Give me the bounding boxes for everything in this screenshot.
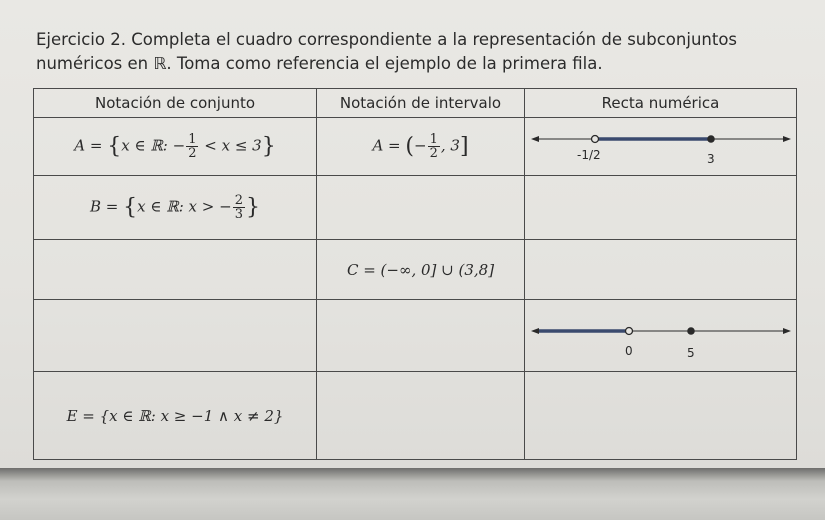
fraction-one-half: $\frac{1}{2}$	[429, 132, 438, 161]
instruction-line-2: numéricos en ℝ. Toma como referencia el ejemplo de la primera fila.	[36, 54, 603, 73]
fraction-one-half: $\frac{1}{2}$	[188, 132, 197, 161]
arrow-left-icon	[531, 136, 539, 142]
cell-b-interval-blank	[317, 176, 525, 240]
nl-d-label-left: 0	[625, 343, 633, 358]
number-line-a	[525, 119, 797, 175]
header-row	[34, 89, 797, 118]
set-a-lhs: A =	[74, 136, 108, 155]
header-set-notation: Notación de conjunto	[34, 89, 317, 118]
arrow-right-icon	[783, 328, 791, 334]
brace-open: {	[107, 134, 122, 159]
brace-close: }	[261, 134, 276, 159]
instruction-line-1: Ejercicio 2. Completa el cuadro correspondiente a la representación de subconjuntos	[36, 30, 738, 49]
brace-open: {	[123, 195, 138, 220]
row-b	[34, 176, 797, 240]
interval-a-bound: , 3	[440, 136, 460, 155]
open-point-icon	[626, 327, 633, 334]
closed-point-icon	[687, 327, 695, 335]
arrow-right-icon	[783, 136, 791, 142]
row-d	[34, 300, 797, 372]
bracket-close: ]	[459, 134, 469, 159]
row-a	[34, 118, 797, 176]
page-edge-shadow	[0, 468, 825, 520]
cell-d-set-blank	[34, 300, 317, 372]
cell-d-interval-blank	[317, 300, 525, 372]
cell-a-interval	[317, 118, 525, 176]
cell-c-number-line-blank	[525, 240, 797, 300]
fraction-two-thirds: $\frac{2}{3}$	[234, 193, 243, 222]
cell-a-set	[34, 118, 317, 176]
header-interval-notation: Notación de intervalo	[317, 89, 525, 118]
arrow-left-icon	[531, 328, 539, 334]
paren-open: (	[405, 134, 414, 159]
row-e	[34, 372, 797, 460]
cell-a-number-line	[525, 118, 797, 176]
interval-a-lhs: A =	[372, 136, 406, 155]
interval-notation-c: C = (−∞, 0] ∪ (3,8]	[346, 260, 495, 279]
nl-a-label-left: -1/2	[577, 147, 601, 162]
interval-notation-a	[317, 133, 524, 160]
set-notation-a	[34, 133, 316, 160]
set-b-condition: x ∈ ℝ: x > −	[137, 197, 232, 216]
open-point-icon	[592, 135, 599, 142]
cell-b-number-line-blank	[525, 176, 797, 240]
set-a-condition: x ∈ ℝ: −	[121, 136, 186, 155]
set-a-bound: < x ≤ 3	[199, 136, 262, 155]
cell-e-interval-blank	[317, 372, 525, 460]
cell-e-number-line-blank	[525, 372, 797, 460]
cell-d-number-line	[525, 300, 797, 372]
brace-close: }	[245, 195, 260, 220]
cell-c-set-blank	[34, 240, 317, 300]
set-notation-b	[34, 194, 316, 221]
exercise-instruction	[36, 28, 806, 76]
minus-sign: −	[413, 136, 427, 155]
cell-b-set	[34, 176, 317, 240]
header-number-line: Recta numérica	[525, 89, 797, 118]
set-notation-e: E = {x ∈ ℝ: x ≥ −1 ∧ x ≠ 2}	[66, 406, 284, 425]
number-line-d	[525, 301, 797, 371]
cell-c-interval	[317, 240, 525, 300]
subsets-table	[33, 88, 797, 460]
set-b-lhs: B =	[90, 197, 124, 216]
closed-point-icon	[707, 135, 715, 143]
cell-e-set	[34, 372, 317, 460]
row-c	[34, 240, 797, 300]
nl-a-label-right: 3	[707, 151, 715, 166]
nl-d-label-right: 5	[687, 345, 695, 360]
